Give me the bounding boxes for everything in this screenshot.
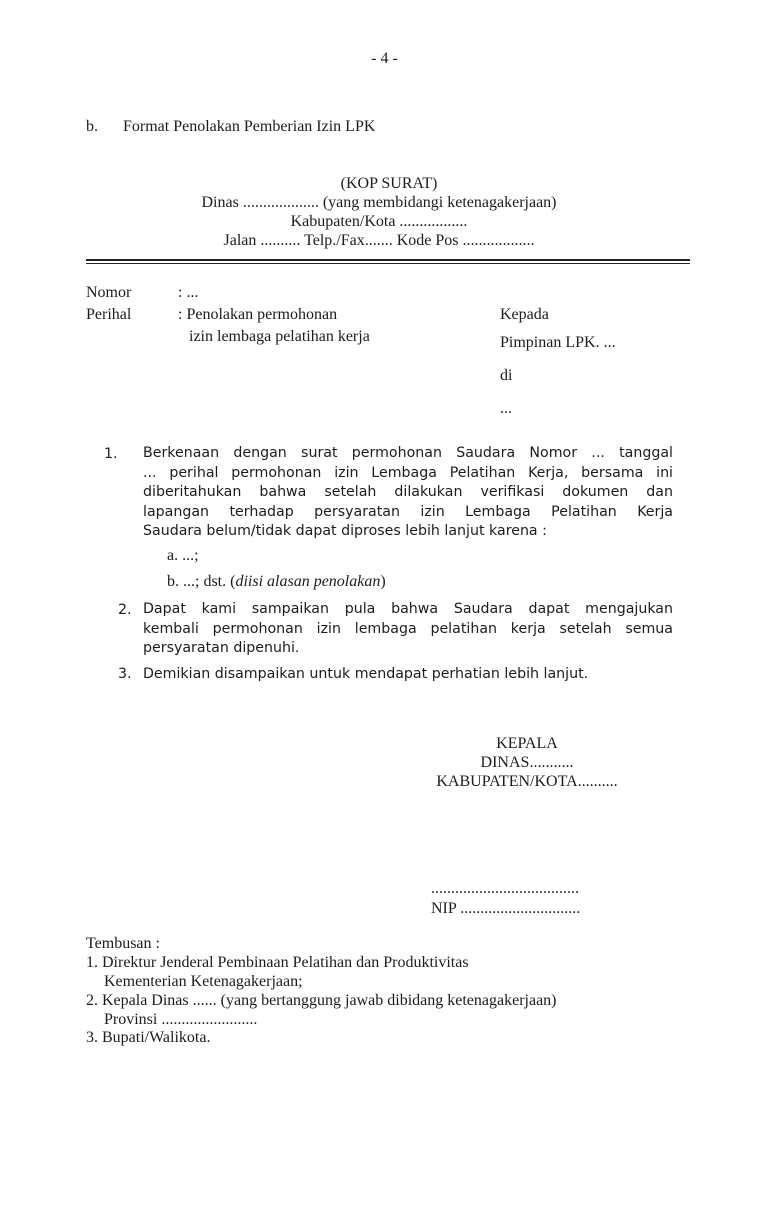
signature-name-line: .....................................: [431, 880, 579, 897]
item1-paragraph: [143, 444, 673, 542]
item1-line: diberitahukan bahwa setelah dilakukan verifikasi dokumen dan: [143, 484, 673, 500]
letterhead-kop: (KOP SURAT): [340, 175, 438, 192]
letterhead-rule-thick: [86, 259, 690, 261]
recipient-kepada: Kepada: [500, 306, 549, 323]
recipient-name: Pimpinan LPK. ...: [500, 334, 616, 351]
sub-item-b: [167, 572, 386, 592]
signature-title: KEPALA: [496, 735, 558, 752]
signature-dinas: DINAS...........: [480, 754, 574, 771]
item1-line: Berkenaan dengan surat permohonan Saudara Nomor ... tanggal: [143, 445, 673, 461]
sub-item-b-note: diisi alasan penolakan: [235, 573, 381, 590]
nomor-value: : ...: [178, 284, 199, 301]
item1-line: ... perihal permohonan izin Lembaga Pelatihan Kerja, bersama ini: [143, 464, 673, 481]
letterhead-dinas: Dinas ................... (yang membidangi ketenagakerjaan): [201, 194, 557, 211]
signature-kabupaten: KABUPATEN/KOTA..........: [436, 773, 618, 790]
tembusan-item-cont: Provinsi ........................: [104, 1011, 258, 1028]
sub-item-b-suffix: ): [380, 573, 386, 590]
nomor-label: Nomor: [86, 284, 132, 301]
item2-line: kembali permohonan izin lembaga pelatihan kerja setelah semua: [143, 620, 673, 637]
perihal-label: Perihal: [86, 306, 132, 323]
letterhead-rule-thin: [86, 263, 690, 264]
tembusan-item-cont: Kementerian Ketenagakerjaan;: [104, 973, 303, 990]
perihal-value: : Penolakan permohonan: [178, 306, 338, 323]
page-number: - 4 -: [371, 50, 398, 67]
item3-text: Demikian disampaikan untuk mendapat perhatian lebih lanjut.: [143, 666, 589, 682]
tembusan-item: 3. Bupati/Walikota.: [86, 1029, 211, 1046]
recipient-place: ...: [500, 400, 512, 417]
tembusan-item: 1. Direktur Jenderal Pembinaan Pelatihan dan Produktivitas: [86, 954, 469, 971]
letterhead-kabupaten: Kabupaten/Kota .................: [290, 213, 468, 230]
signature-nip: NIP ..............................: [431, 900, 581, 917]
tembusan-heading: Tembusan :: [86, 935, 160, 952]
tembusan-item: 2. Kepala Dinas ...... (yang bertanggung jawab dibidang ketenagakerjaan): [86, 992, 557, 1009]
item1-number: 1.: [104, 446, 118, 462]
sub-item-a: a. ...;: [167, 547, 199, 564]
section-letter: b.: [86, 118, 98, 135]
item3-number: 3.: [118, 666, 132, 682]
item1-line: lapangan terhadap persyaratan izin Lembaga Pelatihan Kerja: [143, 503, 673, 520]
item2-paragraph: [143, 600, 673, 659]
recipient-di: di: [500, 367, 513, 384]
sub-item-b-prefix: b. ...; dst. (: [167, 573, 236, 590]
item2-number: 2.: [118, 602, 132, 618]
section-title: Format Penolakan Pemberian Izin LPK: [123, 118, 376, 135]
perihal-value-cont: izin lembaga pelatihan kerja: [189, 328, 370, 345]
item2-line: persyaratan dipenuhi.: [143, 640, 300, 656]
item2-line: Dapat kami sampaikan pula bahwa Saudara dapat mengajukan: [143, 601, 673, 617]
letterhead-address: Jalan .......... Telp./Fax....... Kode Pos ..................: [223, 232, 535, 249]
item1-line: Saudara belum/tidak dapat diproses lebih lanjut karena :: [143, 523, 547, 539]
